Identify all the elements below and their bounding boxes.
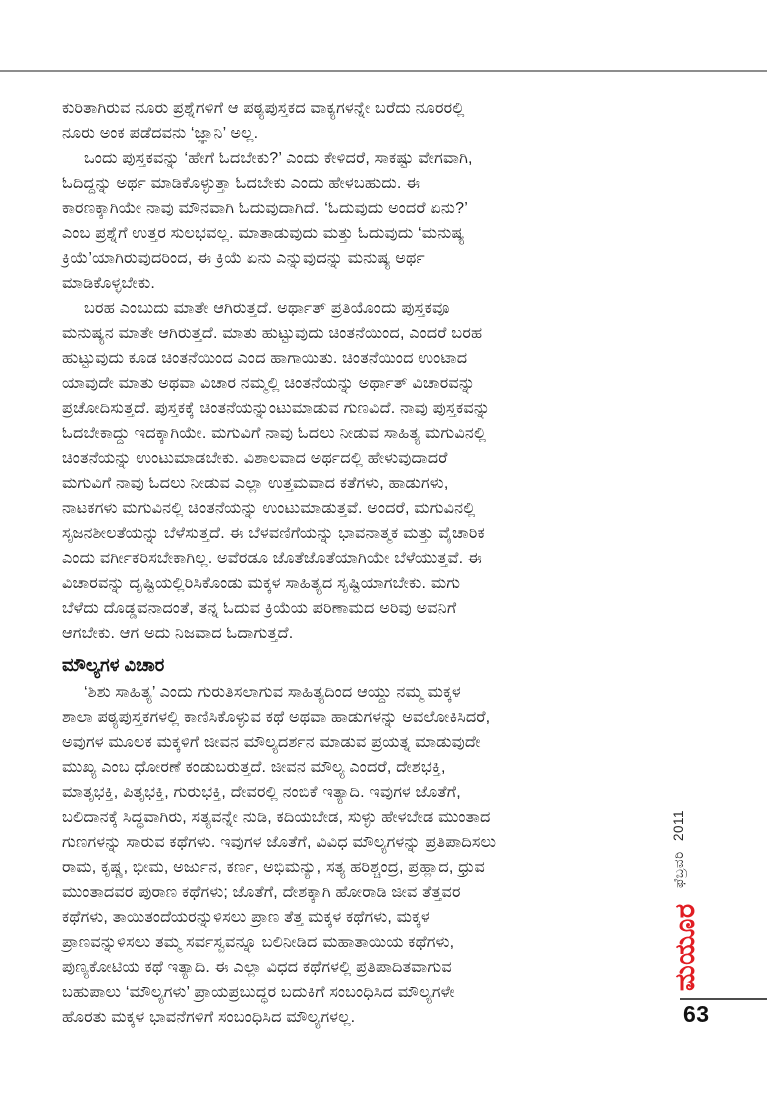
text-line: ಕಾರಣಕ್ಕಾಗಿಯೇ ನಾವು ಮೌನವಾಗಿ ಓದುವುದಾಗಿದೆ. ‘ಓದುವುದು ಅಂದರೆ ಏನು?’: [62, 200, 468, 217]
text-line: ಚಿಂತನೆಯನ್ನು ಉಂಟುಮಾಡಬೇಕು. ವಿಶಾಲವಾದ ಅರ್ಥದಲ್ಲಿ ಹೇಳುವುದಾದರೆ: [62, 450, 448, 467]
text-line: ಬರಹ ಎಂಬುದು ಮಾತೇ ಆಗಿರುತ್ತದೆ. ಅರ್ಥಾತ್ ಪ್ರತಿಯೊಂದು ಪುಸ್ತಕವೂ: [84, 300, 450, 317]
text-line: ಮಗುವಿಗೆ ನಾವು ಓದಲು ನೀಡುವ ಎಲ್ಲಾ ಉತ್ತಮವಾದ ಕತೆಗಳು, ಹಾಡುಗಳು,: [62, 475, 449, 492]
text-line: ಎಂಬ ಪ್ರಶ್ನೆಗೆ ಉತ್ತರ ಸುಲಭವಲ್ಲ. ಮಾತಾಡುವುದು ಮತ್ತು ಓದುವುದು ‘ಮನುಷ್ಯ: [62, 225, 465, 242]
text-line: ಕುರಿತಾಗಿರುವ ನೂರು ಪ್ರಶ್ನೆಗಳಿಗೆ ಆ ಪಠ್ಯಪುಸ್ತಕದ ವಾಕ್ಯಗಳನ್ನೇ ಬರೆದು ನೂರರಲ್ಲಿ: [62, 100, 465, 117]
page-number: 63: [683, 1001, 710, 1027]
page-number-rule: [680, 998, 767, 1000]
text-line: ಮಾತೃಭಕ್ತಿ, ಪಿತೃಭಕ್ತಿ, ಗುರುಭಕ್ತಿ, ದೇವರಲ್ಲಿ ನಂಬಿಕೆ ಇತ್ಯಾದಿ. ಇವುಗಳ ಜೊತೆಗೆ,: [62, 784, 461, 801]
text-line: ಗುಣಗಳನ್ನು ಸಾರುವ ಕಥೆಗಳು. ಇವುಗಳ ಜೊತೆಗೆ, ವಿವಿಧ ಮೌಲ್ಯಗಳನ್ನು ಪ್ರತಿಪಾದಿಸಲು: [62, 834, 497, 851]
article-body: [62, 96, 622, 1030]
text-line: ಪುಣ್ಯಕೋಟಿಯ ಕಥೆ ಇತ್ಯಾದಿ. ಈ ಎಲ್ಲಾ ವಿಧದ ಕಥೆಗಳಲ್ಲಿ ಪ್ರತಿಪಾದಿತವಾಗುವ: [62, 959, 452, 976]
text-line: ನಾಟಕಗಳು ಮಗುವಿನಲ್ಲಿ ಚಿಂತನೆಯನ್ನು ಉಂಟುಮಾಡುತ್ತವೆ. ಅಂದರೆ, ಮಗುವಿನಲ್ಲಿ: [62, 500, 476, 517]
text-line: ಬಹುಪಾಲು ‘ಮೌಲ್ಯಗಳು’ ಪ್ರಾಯಪ್ರಬುದ್ಧರ ಬದುಕಿಗೆ ಸಂಬಂಧಿಸಿದ ಮೌಲ್ಯಗಳೇ: [62, 984, 455, 1001]
text-line: ಓದಿದ್ದನ್ನು ಅರ್ಥ ಮಾಡಿಕೊಳ್ಳುತ್ತಾ ಓದಬೇಕು ಎಂದು ಹೇಳಬಹುದು. ಈ: [62, 175, 421, 192]
text-line: ಮನುಷ್ಯನ ಮಾತೇ ಆಗಿರುತ್ತದೆ. ಮಾತು ಹುಟ್ಟುವುದು ಚಿಂತನೆಯಿಂದ, ಎಂದರೆ ಬರಹ: [62, 325, 483, 342]
text-line: ಪ್ರಾಣವನ್ನುಳಿಸಲು ತಮ್ಮ ಸರ್ವಸ್ವವನ್ನೂ ಬಲಿನೀಡಿದ ಮಹಾತಾಯಿಯ ಕಥೆಗಳು,: [62, 934, 455, 951]
text-line: ಸೃಜನಶೀಲತೆಯನ್ನು ಬೆಳೆಸುತ್ತದೆ. ಈ ಬೆಳವಣಿಗೆಯನ್ನು ಭಾವನಾತ್ಮಕ ಮತ್ತು ವೈಚಾರಿಕ: [62, 525, 485, 542]
text-line: ಮುಖ್ಯ ಎಂಬ ಧೋರಣೆ ಕಂಡುಬರುತ್ತದೆ. ಜೀವನ ಮೌಲ್ಯ ಎಂದರೆ, ದೇಶಭಕ್ತಿ,: [62, 759, 446, 776]
magazine-logo: ಮಯೂರ: [670, 903, 700, 991]
text-line: ಹೊರತು ಮಕ್ಕಳ ಭಾವನೆಗಳಿಗೆ ಸಂಬಂಧಿಸಿದ ಮೌಲ್ಯಗಳಲ್ಲ.: [62, 1009, 356, 1026]
text-line: ಅವುಗಳ ಮೂಲಕ ಮಕ್ಕಳಿಗೆ ಜೀವನ ಮೌಲ್ಯದರ್ಶನ ಮಾಡುವ ಪ್ರಯತ್ನ ಮಾಡುವುದೇ: [62, 734, 481, 751]
top-rule-divider: [0, 70, 767, 72]
text-line: ಆಗಬೇಕು. ಆಗ ಅದು ನಿಜವಾದ ಓದಾಗುತ್ತದೆ.: [62, 625, 294, 642]
text-line: ಹುಟ್ಟುವುದು ಕೂಡ ಚಿಂತನೆಯಿಂದ ಎಂದ ಹಾಗಾಯಿತು. ಚಿಂತನೆಯಿಂದ ಉಂಟಾದ: [62, 350, 468, 367]
text-line: ಎಂದು ವರ್ಗೀಕರಿಸಬೇಕಾಗಿಲ್ಲ. ಅವೆರಡೂ ಜೊತೆಜೊತೆಯಾಗಿಯೇ ಬೆಳೆಯುತ್ತವೆ. ಈ: [62, 550, 482, 567]
text-line: ಕ್ರಿಯೆ’ಯಾಗಿರುವುದರಿಂದ, ಈ ಕ್ರಿಯೆ ಏನು ಎನ್ನುವುದನ್ನು ಮನುಷ್ಯ ಅರ್ಥ: [62, 250, 425, 267]
text-line: ಕಥೆಗಳು, ತಾಯಿತಂದೆಯರನ್ನುಳಿಸಲು ಪ್ರಾಣ ತೆತ್ತ ಮಕ್ಕಳ ಕಥೆಗಳು, ಮಕ್ಕಳ: [62, 909, 430, 926]
text-line: ಯಾವುದೇ ಮಾತು ಅಥವಾ ವಿಚಾರ ನಮ್ಮಲ್ಲಿ ಚಿಂತನೆಯನ್ನು ಅರ್ಥಾತ್ ವಿಚಾರವನ್ನು: [62, 375, 476, 392]
text-line: ಒಂದು ಪುಸ್ತಕವನ್ನು ‘ಹೇಗೆ ಓದಬೇಕು?’ ಎಂದು ಕೇಳಿದರೆ, ಸಾಕಷ್ಟು ವೇಗವಾಗಿ,: [84, 150, 473, 167]
section-heading: ಮೌಲ್ಯಗಳ ವಿಚಾರ: [62, 655, 165, 675]
text-line: ಬೆಳೆದು ದೊಡ್ಡವನಾದಂತೆ, ತನ್ನ ಓದುವ ಕ್ರಿಯೆಯ ಪರಿಣಾಮದ ಅರಿವು ಅವನಿಗೆ: [62, 600, 457, 617]
text-line: ವಿಚಾರವನ್ನು ದೃಷ್ಟಿಯಲ್ಲಿರಿಸಿಕೊಂಡು ಮಕ್ಕಳ ಸಾಹಿತ್ಯದ ಸೃಷ್ಟಿಯಾಗಬೇಕು. ಮಗು: [62, 575, 461, 592]
text-line: ‘ಶಿಶು ಸಾಹಿತ್ಯ’ ಎಂದು ಗುರುತಿಸಲಾಗುವ ಸಾಹಿತ್ಯದಿಂದ ಆಯ್ದು ನಮ್ಮ ಮಕ್ಕಳ: [84, 684, 461, 701]
text-line: ನೂರು ಅಂಕ ಪಡೆದವನು ‘ಜ್ಞಾನಿ’ ಅಲ್ಲ.: [62, 125, 259, 142]
text-line: ಮುಂತಾದವರ ಪುರಾಣ ಕಥೆಗಳು; ಜೊತೆಗೆ, ದೇಶಕ್ಕಾಗಿ ಹೋರಾಡಿ ಜೀವ ತೆತ್ತವರ: [62, 884, 461, 901]
text-line: ಶಾಲಾ ಪಠ್ಯಪುಸ್ತಕಗಳಲ್ಲಿ ಕಾಣಿಸಿಕೊಳ್ಳುವ ಕಥೆ ಅಥವಾ ಹಾಡುಗಳನ್ನು ಅವಲೋಕಿಸಿದರೆ,: [62, 709, 491, 726]
issue-date: ಫೆಬ್ರವರಿ 2011: [671, 809, 686, 888]
text-line: ಮಾಡಿಕೊಳ್ಳಬೇಕು.: [62, 275, 155, 292]
text-line: ಪ್ರಚೋದಿಸುತ್ತದೆ. ಪುಸ್ತಕಕ್ಕೆ ಚಿಂತನೆಯನ್ನುಂಟುಮಾಡುವ ಗುಣವಿದೆ. ನಾವು ಪುಸ್ತಕವನ್ನು: [62, 400, 491, 417]
text-line: ಓದಬೇಕಾದ್ದು ಇದಕ್ಕಾಗಿಯೇ. ಮಗುವಿಗೆ ನಾವು ಓದಲು ನೀಡುವ ಸಾಹಿತ್ಯ ಮಗುವಿನಲ್ಲಿ: [62, 425, 487, 442]
text-line: ರಾಮ, ಕೃಷ್ಣ, ಭೀಮ, ಅರ್ಜುನ, ಕರ್ಣ, ಅಭಿಮನ್ಯು, ಸತ್ಯ ಹರಿಶ್ಚಂದ್ರ, ಪ್ರಹ್ಲಾದ, ಧ್ರುವ: [62, 859, 485, 876]
text-line: ಬಲಿದಾನಕ್ಕೆ ಸಿದ್ಧವಾಗಿರು, ಸತ್ಯವನ್ನೇ ನುಡಿ, ಕದಿಯಬೇಡ, ಸುಳ್ಳು ಹೇಳಬೇಡ ಮುಂತಾದ: [62, 809, 491, 826]
